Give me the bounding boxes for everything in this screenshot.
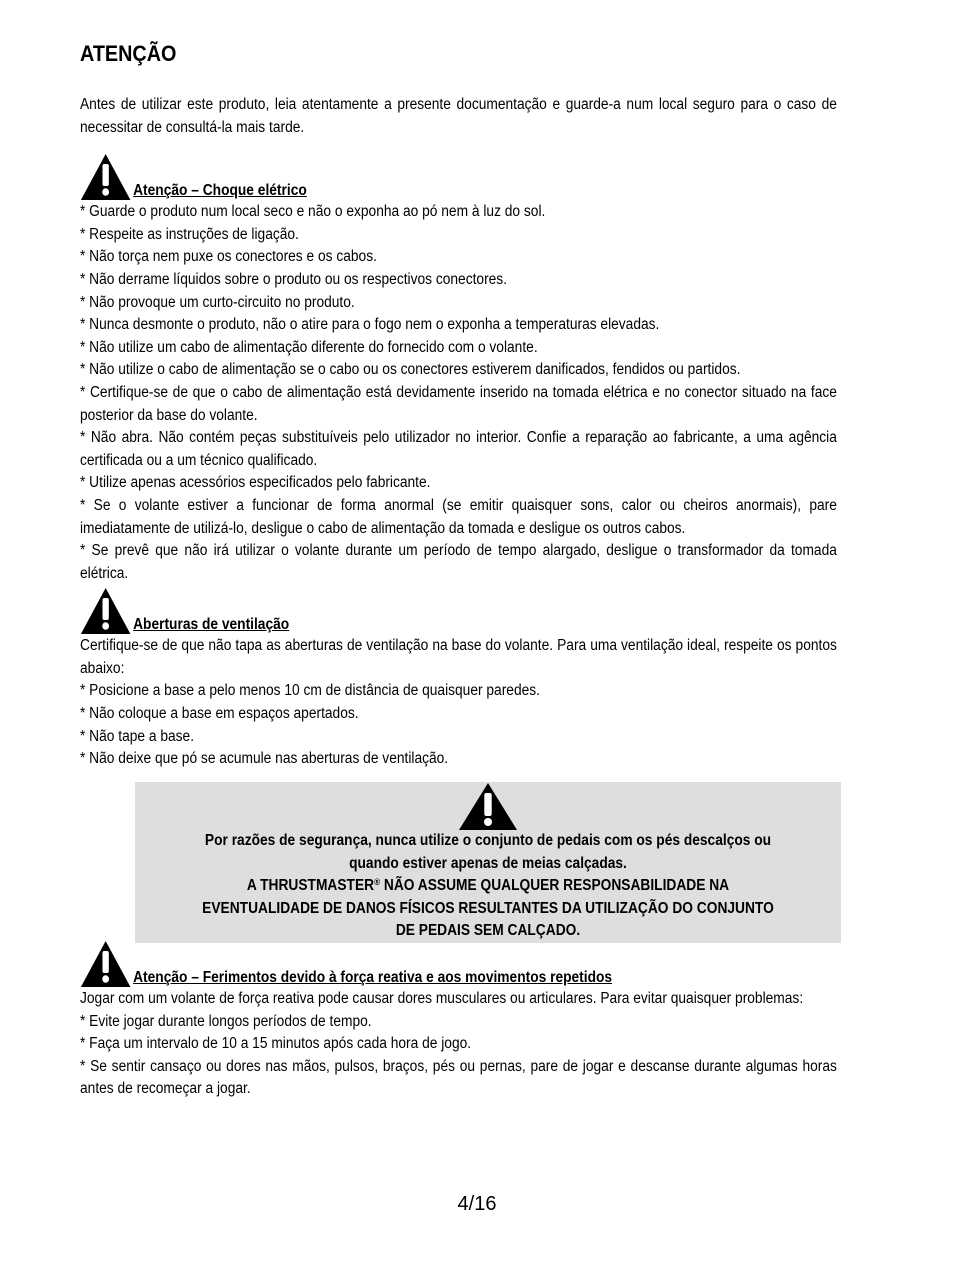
warning-triangle-icon (80, 940, 131, 988)
safety-warning-text (135, 830, 841, 943)
list-item: * Não utilize o cabo de alimentação se o cabo ou os conectores estiverem danificados, fendidos ou partidos. (80, 361, 741, 379)
ventilation-heading-row (80, 585, 837, 635)
safety-line: EVENTUALIDADE DE DANOS FÍSICOS RESULTANTES DA UTILIZAÇÃO DO CONJUNTO (202, 899, 774, 917)
force-heading-row (80, 938, 837, 988)
brand-name: A THRUSTMASTER (246, 877, 375, 894)
list-item: * Certifique-se de que o cabo de alimentação está devidamente inserido na tomada elétrica e no conector situado na face posterior da base do volante. (80, 383, 837, 424)
list-item: * Evite jogar durante longos períodos de tempo. (80, 1012, 372, 1030)
safety-line (170, 875, 805, 898)
list-item: * Não torça nem puxe os conectores e os cabos. (80, 248, 377, 266)
list-item: * Utilize apenas acessórios especificados pelo fabricante. (80, 474, 431, 492)
page-number: 4/16 (457, 1193, 497, 1215)
force-heading: Atenção – Ferimentos devido à força reativa e aos movimentos repetidos (133, 969, 613, 986)
safety-line: Por razões de segurança, nunca utilize o conjunto de pedais com os pés descalços ou (204, 832, 772, 849)
list-item: * Não coloque a base em espaços apertados. (80, 705, 359, 723)
electric-heading-row (80, 151, 837, 201)
safety-line: DE PEDAIS SEM CALÇADO. (395, 922, 581, 939)
safety-line-suffix: NÃO ASSUME QUALQUER RESPONSABILIDADE NA (380, 877, 730, 894)
list-item: * Não utilize um cabo de alimentação diferente do fornecido com o volante. (80, 338, 538, 356)
safety-warning-box (135, 782, 841, 943)
list-item: * Se sentir cansaço ou dores nas mãos, pulsos, braços, pés ou pernas, pare de jogar e descanse durante algumas horas antes de recomeçar a jogar. (80, 1057, 837, 1098)
force-intro: Jogar com um volante de força reativa pode causar dores musculares ou articulares. Para evitar quaisquer problemas: (80, 990, 804, 1007)
list-item: * Respeite as instruções de ligação. (80, 225, 299, 243)
safety-line: quando estiver apenas de meias calçadas. (349, 854, 627, 872)
list-item: * Guarde o produto num local seco e não o exponha ao pó nem à luz do sol. (80, 203, 546, 221)
ventilation-heading: Aberturas de ventilação (133, 616, 290, 634)
electric-list (80, 201, 837, 585)
list-item: * Posicione a base a pelo menos 10 cm de distância de quaisquer paredes. (80, 682, 540, 700)
main-content (80, 38, 837, 771)
warning-triangle-icon (80, 587, 131, 635)
list-item: * Se prevê que não irá utilizar o volante durante um período de tempo alargado, desligue o transformador da tomada elétrica. (80, 542, 837, 582)
intro-paragraph: Antes de utilizar este produto, leia atentamente a presente documentação e guarde-a num local seguro para o caso de necessitar de consultá-la mais tarde. (80, 96, 837, 136)
warning-triangle-icon (458, 782, 518, 836)
force-section (80, 938, 837, 1101)
ventilation-intro: Certifique-se de que não tapa as aberturas de ventilação na base do volante. Para uma ventilação ideal, respeite os pontos abaixo: (80, 637, 837, 677)
list-item: * Não deixe que pó se acumule nas aberturas de ventilação. (80, 750, 449, 768)
list-item: * Não abra. Não contém peças substituíveis pelo utilizador no interior. Confie a reparação ao fabricante, a uma agência certificada ou a um técnico qualificado. (80, 429, 837, 469)
list-item: * Não tape a base. (80, 727, 195, 745)
list-item: * Não derrame líquidos sobre o produto ou os respectivos conectores. (80, 270, 508, 288)
list-item: * Não provoque um curto-circuito no produto. (80, 293, 355, 311)
electric-heading: Atenção – Choque elétrico (133, 182, 307, 200)
list-item: * Se o volante estiver a funcionar de forma anormal (se emitir quaisquer sons, calor ou cheiros anormais), pare imediatamente de utilizá-lo, desligue o cabo de alimentação da tomada e desligue os outros cabos. (80, 496, 837, 537)
list-item: * Faça um intervalo de 10 a 15 minutos após cada hora de jogo. (80, 1035, 472, 1053)
registered-mark: ® (374, 877, 381, 887)
page-title: ATENÇÃO (80, 41, 177, 66)
ventilation-list (80, 680, 837, 770)
list-item: * Nunca desmonte o produto, não o atire para o fogo nem o exponha a temperaturas elevadas. (80, 316, 660, 334)
warning-triangle-icon (80, 153, 131, 201)
